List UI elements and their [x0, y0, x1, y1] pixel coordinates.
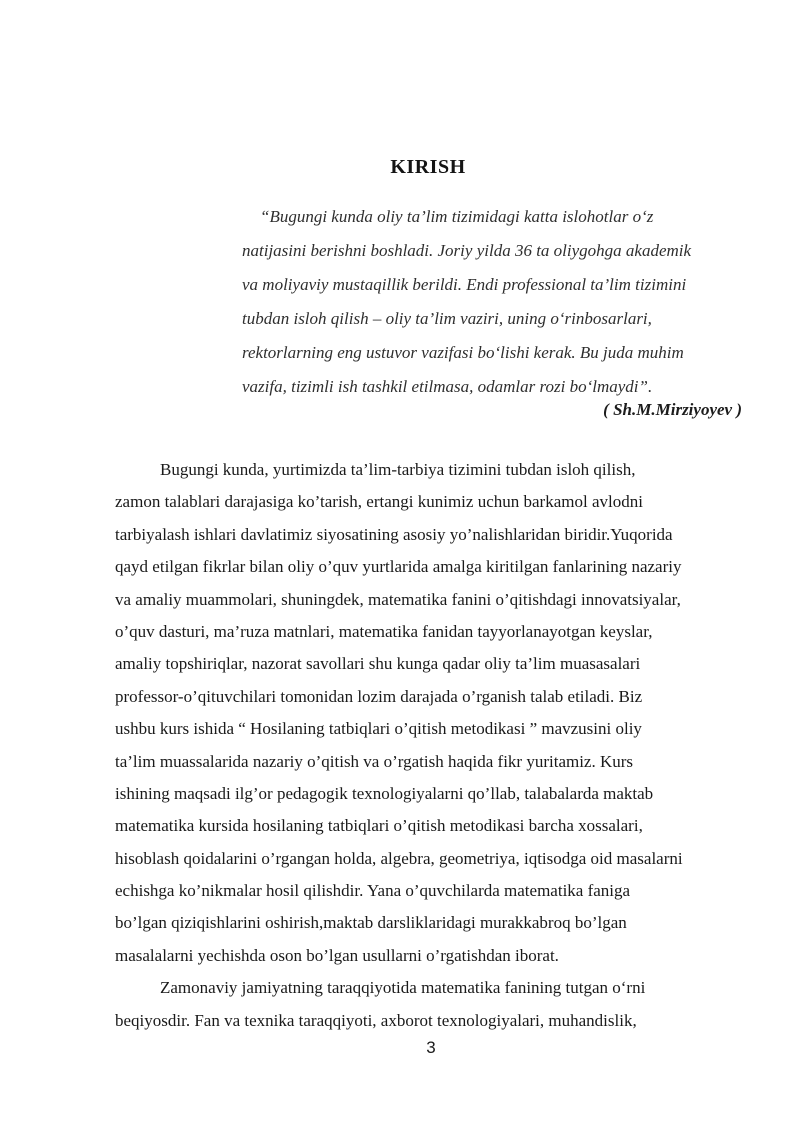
- epigraph-line: va moliyaviy mustaqillik berildi. Endi professional ta’lim tizimini: [242, 275, 687, 294]
- paragraph-line: ishining maqsadi ilg’or pedagogik texnologiyalarni qo’llab, talabalarda maktab: [115, 783, 654, 803]
- epigraph-line: “Bugungi kunda oliy ta’lim tizimidagi katta islohotlar o‘z: [260, 207, 654, 226]
- paragraph-line: matematika kursida hosilaning tatbiqlari o’qitish metodikasi barcha xossalari,: [115, 816, 643, 836]
- paragraph-line: professor-o’qituvchilari tomonidan lozim darajada o’rganish talab etiladi. Biz: [115, 686, 643, 706]
- epigraph-line: tubdan isloh qilish – oliy ta’lim vaziri, uning o‘rinbosarlari,: [242, 309, 652, 328]
- paragraph-line: hisoblash qoidalarini o’rgangan holda, algebra, geometriya, iqtisodga oid masalarni: [115, 848, 683, 868]
- paragraph-line: bo’lgan qiziqishlarini oshirish,maktab darsliklaridagi murakkabroq bo’lgan: [115, 913, 627, 933]
- epigraph-line: rektorlarning eng ustuvor vazifasi bo‘lishi kerak. Bu juda muhim: [242, 343, 684, 362]
- paragraph-line: va amaliy muammolari, shuningdek, matematika fanini o’qitishdagi innovatsiyalar,: [115, 589, 681, 609]
- paragraph-line: masalalarni yechishda oson bo’lgan usullarni o’rgatishdan iborat.: [115, 945, 559, 965]
- paragraph-line: o’quv dasturi, ma’ruza matnlari, matematika fanidan tayyorlanayotgan keyslar,: [115, 621, 653, 641]
- paragraph-line: tarbiyalash ishlari davlatimiz siyosatining asosiy yo’nalishlaridan biridir.Yuqorida: [115, 524, 673, 544]
- epigraph-line: vazifa, tizimli ish tashkil etilmasa, odamlar rozi bo‘lmaydi”.: [242, 377, 653, 396]
- paragraph-line: ta’lim muassalarida nazariy o’qitish va o’rgatish haqida fikr yuritamiz. Kurs: [115, 751, 634, 771]
- paragraph-line: zamon talablari darajasiga ko’tarish, ertangi kunimiz uchun barkamol avlodni: [115, 492, 643, 512]
- paragraph-line: Zamonaviy jamiyatning taraqqiyotida matematika fanining tutgan o‘rni: [160, 978, 646, 998]
- paragraph-line: qayd etilgan fikrlar bilan oliy o’quv yurtlarida amalga kiritilgan fanlarining nazariy: [115, 557, 682, 577]
- page-number: 3: [426, 1038, 436, 1057]
- epigraph-quote: [242, 200, 742, 404]
- paragraph-line: echishga ko’nikmalar hosil qilishdir. Yana o’quvchilarda matematika faniga: [115, 881, 631, 901]
- epigraph-author: ( Sh.M.Mirziyoyev ): [603, 400, 742, 419]
- body-text: [115, 454, 755, 1037]
- epigraph-line: natijasini berishni boshladi. Joriy yilda 36 ta oliygohga akademik: [242, 241, 692, 260]
- paragraph-line: ushbu kurs ishida “ Hosilaning tatbiqlari o’qitish metodikasi ” mavzusini oliy: [115, 719, 642, 739]
- section-heading: KIRISH: [390, 156, 466, 178]
- paragraph-line: amaliy topshiriqlar, nazorat savollari shu kunga qadar oliy ta’lim muasasalari: [115, 654, 641, 674]
- paragraph-line: beqiyosdir. Fan va texnika taraqqiyoti, axborot texnologiyalari, muhandislik,: [115, 1010, 637, 1030]
- paragraph-line: Bugungi kunda, yurtimizda ta’lim-tarbiya tizimini tubdan isloh qilish,: [160, 460, 636, 479]
